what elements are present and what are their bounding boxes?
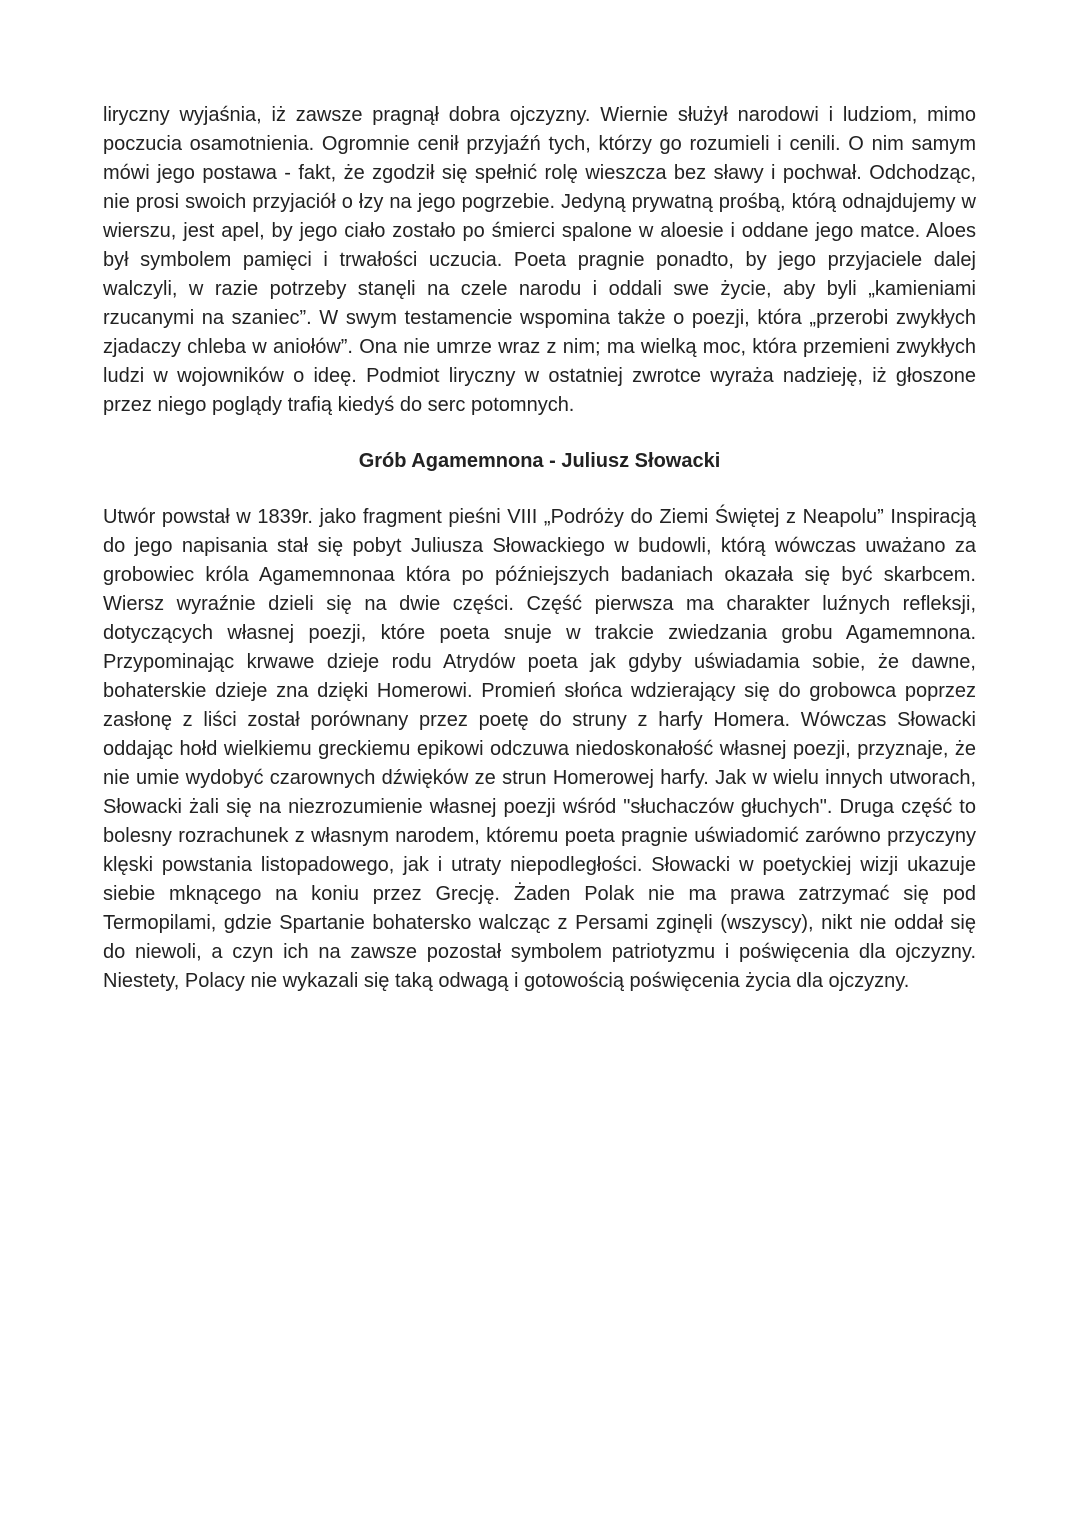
paragraph-grob-agamemnona: Utwór powstał w 1839r. jako fragment pieśni VIII „Podróży do Ziemi Świętej z Neapolu” Inspiracją do jego napisania stał się pobyt Juliusza Słowackiego w budowli, którą wówczas uważano za grobowiec króla Agamemnonaa która po późniejszych badaniach okazała się być skarbcem. Wiersz wyraźnie dzieli się na dwie części. Część pierwsza ma charakter luźnych refleksji, dotyczących własnej poezji, które poeta snuje w trakcie zwiedzania grobu Agamemnona. Przypominając krwawe dzieje rodu Atrydów poeta jak gdyby uświadamia sobie, że dawne, bohaterskie dzieje zna dzięki Homerowi. Promień słońca wdzierający się do grobowca poprzez zasłonę z liści został porównany przez poetę do struny z harfy Homera. Wówczas Słowacki oddając hołd wielkiemu greckiemu epikowi odczuwa niedoskonałość własnej poezji, przyznaje, że nie umie wydobyć czarownych dźwięków ze strun Homerowej harfy. Jak w wielu innych utworach, Słowacki żali się na niezrozumienie własnej poezji wśród "słuchaczów głuchych". Druga część to bolesny rozrachunek z własnym narodem, któremu poeta pragnie uświadomić zarówno przyczyny klęski powstania listopadowego, jak i utraty niepodległości. Słowacki w poetyckiej wizji ukazuje siebie mknącego na koniu przez Grecję. Żaden Polak nie ma prawa zatrzymać się pod Termopilami, gdzie Spartanie bohatersko walcząc z Persami zginęli (wszyscy), nikt nie oddał się do niewoli, a czyn ich na zawsze pozostał symbolem patriotyzmu i poświęcenia dla ojczyzny. Niestety, Polacy nie wykazali się taką odwagą i gotowością poświęcenia życia dla ojczyzny. [103, 506, 976, 992]
document-page [103, 101, 976, 996]
section-heading: Grób Agamemnona - Juliusz Słowacki [358, 450, 721, 472]
paragraph-testament: liryczny wyjaśnia, iż zawsze pragnął dobra ojczyzny. Wiernie służył narodowi i ludziom, mimo poczucia osamotnienia. Ogromnie cenił przyjaźń tych, którzy go rozumieli i cenili. O nim samym mówi jego postawa - fakt, że zgodził się spełnić rolę wieszcza bez sławy i pochwał. Odchodząc, nie prosi swoich przyjaciół o łzy na jego pogrzebie. Jedyną prywatną prośbą, którą odnajdujemy w wierszu, jest apel, by jego ciało zostało po śmierci spalone w aloesie i oddane jego matce. Aloes był symbolem pamięci i trwałości uczucia. Poeta pragnie ponadto, by jego przyjaciele dalej walczyli, w razie potrzeby stanęli na czele narodu i oddali swe życie, aby byli „kamieniami rzucanymi na szaniec”. W swym testamencie wspomina także o poezji, która „przerobi zwykłych zjadaczy chleba w aniołów”. Ona nie umrze wraz z nim; ma wielką moc, która przemieni zwykłych ludzi w wojowników o ideę. Podmiot liryczny w ostatniej zwrotce wyraża nadzieję, iż głoszone przez niego poglądy trafią kiedyś do serc potomnych. [103, 104, 976, 416]
